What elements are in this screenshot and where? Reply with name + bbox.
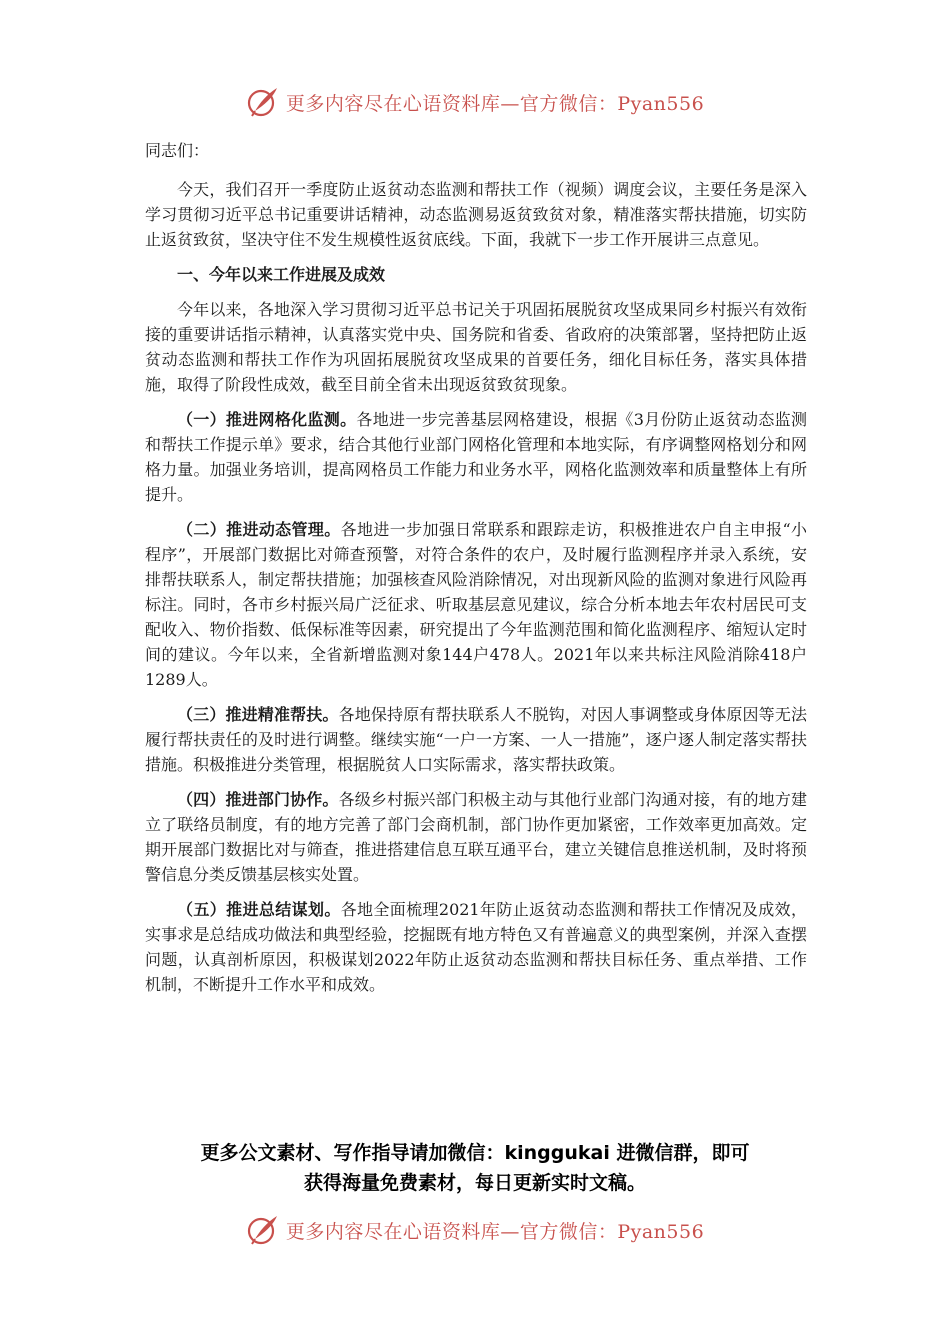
- feather-pen-logo-icon: [246, 85, 280, 119]
- item-1-body: 各地进一步完善基层网格建设，根据《3月份防止返贫动态监测和帮扶工作提示单》要求，结合其他行业部门网格化管理和本地实际，有序调整网格划分和网格力量。加强业务培训，提高网格员工作能力和业务水平，网格化监测效率和质量整体上有所提升。: [145, 410, 807, 504]
- item-1-title: （一）推进网格化监测。: [177, 410, 357, 429]
- item-3-body: 各地保持原有帮扶联系人不脱钩，对因人事调整或身体原因等无法履行帮扶责任的及时进行调整。继续实施“一户一方案、一人一措施”，逐户逐人制定落实帮扶措施。积极推进分类管理，根据脱贫人口实际需求，落实帮扶政策。: [145, 705, 807, 774]
- footer-banner-text: 更多内容尽在心语资料库—官方微信：Pyan556: [285, 1220, 705, 1243]
- item-5-body: 各地全面梳理2021年防止返贫动态监测和帮扶工作情况及成效，实事求是总结成功做法和典型经验，挖掘既有地方特色又有普遍意义的典型案例，并深入查摆问题，认真剖析原因，积极谋划2022年防止返贫动态监测和帮扶目标任务、重点举措、工作机制，不断提升工作水平和成效。: [145, 900, 807, 994]
- intro-paragraph: 今天，我们召开一季度防止返贫动态监测和帮扶工作（视频）调度会议，主要任务是深入学习贯彻习近平总书记重要讲话精神，动态监测易返贫致贫对象，精准落实帮扶措施，切实防止返贫致贫，坚决守住不发生规模性返贫底线。下面，我就下一步工作开展讲三点意见。: [145, 180, 807, 249]
- promo-line-1: 更多公文素材、写作指导请加微信：kinggukai 进微信群，即可: [200, 1142, 750, 1164]
- document-body: [145, 138, 807, 1007]
- salutation: 同志们：: [145, 141, 210, 160]
- promo-notice: [140, 1138, 810, 1198]
- item-3-title: （三）推进精准帮扶。: [177, 705, 339, 724]
- item-2-paragraph: [145, 517, 807, 692]
- item-5-title: （五）推进总结谋划。: [177, 900, 341, 919]
- header-banner: [0, 84, 950, 120]
- item-3-paragraph: [145, 702, 807, 777]
- item-5-paragraph: [145, 897, 807, 997]
- item-2-body: 各地进一步加强日常联系和跟踪走访，积极推进农户自主申报“小程序”，开展部门数据比对筛查预警，对符合条件的农户，及时履行监测程序并录入系统，安排帮扶联系人，制定帮扶措施；加强核查风险消除情况，对出现新风险的监测对象进行风险再标注。同时，各市乡村振兴局广泛征求、听取基层意见建议，综合分析本地去年农村居民可支配收入、物价指数、低保标准等因素，研究提出了今年监测范围和简化监测程序、缩短认定时间的建议。今年以来，全省新增监测对象144户478人。2021年以来共标注风险消除418户1289人。: [145, 520, 807, 689]
- item-4-paragraph: [145, 787, 807, 887]
- section-1-heading: 一、今年以来工作进展及成效: [177, 265, 386, 284]
- header-banner-text: 更多内容尽在心语资料库—官方微信：Pyan556: [285, 92, 705, 115]
- item-1-paragraph: [145, 407, 807, 507]
- item-4-body: 各级乡村振兴部门积极主动与其他行业部门沟通对接，有的地方建立了联络员制度，有的地方完善了部门会商机制，部门协作更加紧密，工作效率更加高效。定期开展部门数据比对与筛查，推进搭建信息互联互通平台，建立关键信息推送机制，及时将预警信息分类反馈基层核实处置。: [145, 790, 807, 884]
- footer-banner: [0, 1212, 950, 1248]
- section-1-intro: 今年以来，各地深入学习贯彻习近平总书记关于巩固拓展脱贫攻坚成果同乡村振兴有效衔接的重要讲话指示精神，认真落实党中央、国务院和省委、省政府的决策部署，坚持把防止返贫动态监测和帮扶工作作为巩固拓展脱贫攻坚成果的首要任务，细化目标任务，落实具体措施，取得了阶段性成效，截至目前全省未出现返贫致贫现象。: [145, 300, 807, 394]
- feather-pen-logo-icon: [246, 1213, 280, 1247]
- item-4-title: （四）推进部门协作。: [177, 790, 339, 809]
- item-2-title: （二）推进动态管理。: [177, 520, 341, 539]
- promo-line-2: 获得海量免费素材，每日更新实时文稿。: [303, 1172, 646, 1194]
